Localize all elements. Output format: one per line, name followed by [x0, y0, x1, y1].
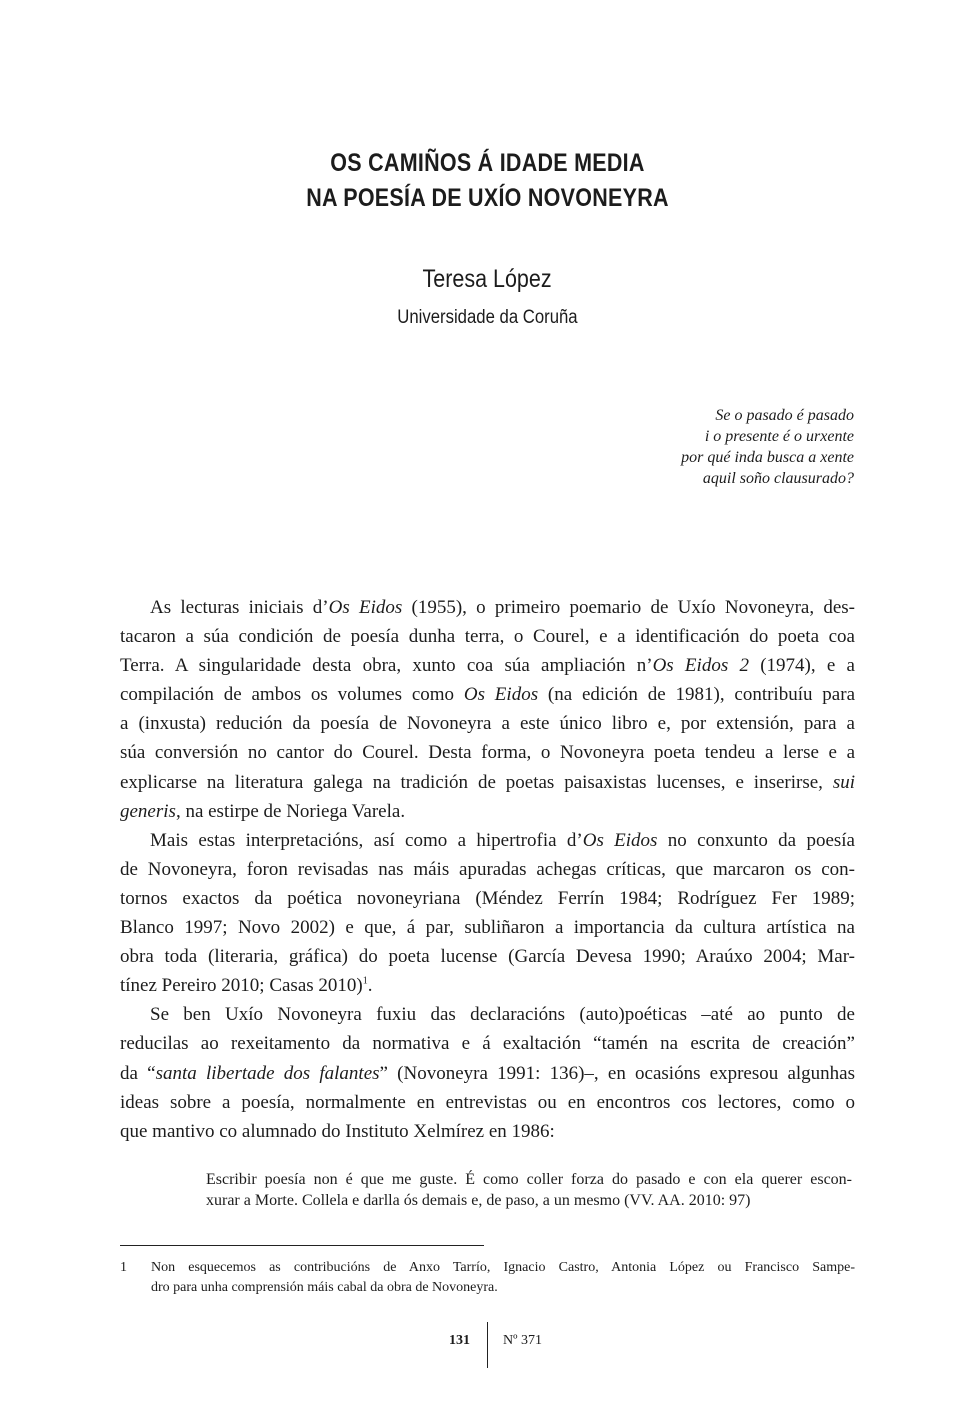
body-line: generis, na estirpe de Noriega Varela. — [120, 800, 406, 822]
footnote — [120, 1258, 855, 1298]
body-line: Terra. A singularidade desta obra, xunto coa súa ampliación n’Os Eidos 2 (1974), e a — [120, 655, 855, 677]
body-line: ideas sobre a poesía, normalmente en entrevistas ou en encontros cos lectores, como o — [120, 1091, 855, 1113]
footnote-reference[interactable]: 1 — [362, 975, 368, 987]
body-line: tacaron a súa condición de poesía dunha terra, o Courel, e a identificación do poeta coa — [120, 626, 855, 648]
body-line: de Novoneyra, foron revisadas nas máis apuradas achegas críticas, que marcaron os con- — [120, 858, 855, 880]
footnote-line: Non esquecemos as contribucións de Anxo Tarrío, Ignacio Castro, Antonia López ou Francisco Sampe- — [151, 1260, 855, 1275]
epigraph — [681, 405, 854, 489]
body-line: As lecturas iniciais d’Os Eidos (1955), o primeiro poemario de Uxío Novoneyra, des- — [150, 597, 855, 618]
author-name: Teresa López — [422, 265, 553, 293]
author-affiliation: Universidade da Coruña — [397, 307, 578, 328]
epigraph-line: Se o pasado é pasado — [715, 407, 854, 424]
body-line: Mais estas interpretacións, así como a hipertrofia d’Os Eidos no conxunto da poesía — [150, 829, 855, 851]
epigraph-line: por qué inda busca a xente — [681, 449, 854, 466]
body-line: reducilas ao rexeitamento da normativa e á exaltación “tamén na escrita de creación” — [120, 1033, 855, 1055]
issue-number: Nº 371 — [503, 1333, 542, 1348]
footnote-line: dro para unha comprensión máis cabal da obra de Novoneyra. — [151, 1280, 498, 1295]
body-line: que mantivo co alumnado do Instituto Xelmírez en 1986: — [120, 1120, 555, 1142]
page-number: 131 — [449, 1333, 470, 1348]
article-body — [120, 593, 855, 1146]
title-line-2: NA POESÍA DE UXÍO NOVONEYRA — [306, 184, 669, 212]
footnote-number: 1 — [120, 1260, 127, 1275]
footnote-rule — [120, 1245, 484, 1246]
body-line: obra toda (literaria, gráfica) do poeta lucense (García Devesa 1990; Araúxo 2004; Mar- — [120, 946, 855, 968]
body-line: compilación de ambos os volumes como Os Eidos (na edición de 1981), contribuíu para — [120, 684, 855, 706]
block-quote — [206, 1169, 852, 1211]
body-line: tornos exactos da poética novoneyriana (Méndez Ferrín 1984; Rodríguez Fer 1989; — [120, 887, 855, 909]
quote-line: Escribir poesía non é que me guste. É como coller forza do pasado e con ela querer escon- — [206, 1171, 852, 1188]
quote-line: xurar a Morte. Collela e darlla ós demais e, de paso, a un mesmo (VV. AA. 2010: 97) — [206, 1192, 751, 1209]
footer-divider — [487, 1322, 488, 1368]
body-line: Se ben Uxío Novoneyra fuxiu das declaracións (auto)poéticas –até ao punto de — [150, 1004, 855, 1026]
footnote-text — [151, 1258, 855, 1298]
body-line: a (inxusta) redución da poesía de Novoneyra a este único libro e, por extensión, para a — [120, 713, 855, 735]
body-line: tínez Pereiro 2010; Casas 2010)$^1$. — [120, 975, 373, 997]
body-line: súa conversión no cantor do Courel. Desta forma, o Novoneyra poeta tendeu a lerse e a — [120, 742, 855, 764]
title-line-1: OS CAMIÑOS Á IDADE MEDIA — [330, 149, 645, 177]
body-line: Blanco 1997; Novo 2002) e que, á par, subliñaron a importancia da cultura artística na — [120, 917, 855, 939]
epigraph-line: aquil soño clausurado? — [702, 470, 854, 487]
epigraph-line: i o presente é o urxente — [704, 428, 854, 445]
body-line: explicarse na literatura galega na tradición de poetas paisaxistas lucenses, e inserirse, sui — [120, 771, 855, 793]
article-title — [120, 146, 855, 216]
body-line: da “santa libertade dos falantes” (Novoneyra 1991: 136)–, en ocasións expresou algunhas — [120, 1062, 855, 1084]
